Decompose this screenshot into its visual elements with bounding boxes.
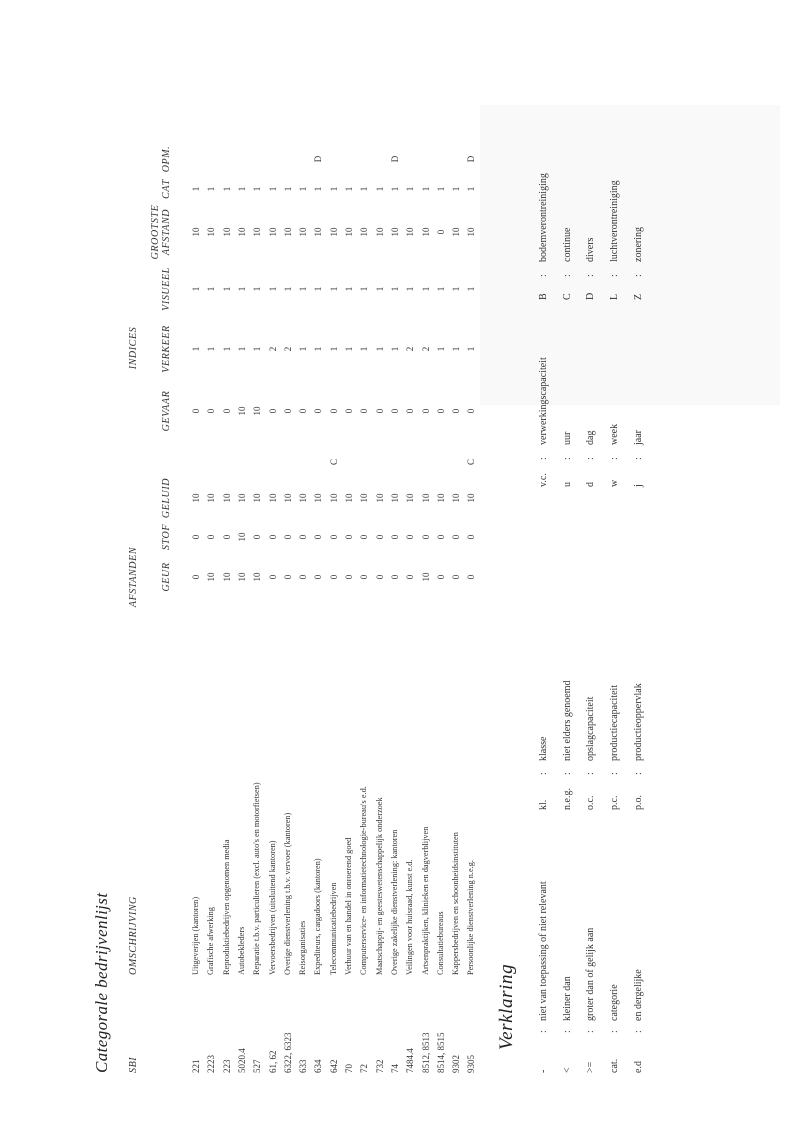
cell-cat: 1 bbox=[221, 186, 232, 192]
cell-sbi: 732 bbox=[374, 1059, 385, 1073]
legend-definition: niet elders genoemd bbox=[561, 680, 573, 761]
cell-cat: 1 bbox=[267, 186, 278, 192]
cell-stof: 0 bbox=[451, 534, 462, 540]
cell-geluid: 10 bbox=[359, 493, 370, 503]
cell-stof: 0 bbox=[206, 534, 217, 540]
cell-visueel: 1 bbox=[206, 286, 217, 292]
cell-geur: 0 bbox=[282, 574, 293, 580]
cell-cat: 1 bbox=[420, 186, 431, 192]
legend-abbr: - bbox=[538, 1069, 549, 1073]
header-geluid: GELUID bbox=[161, 477, 172, 519]
page-title: Categorale bedrijvenlijst bbox=[92, 892, 111, 1073]
cell-verkeer: 1 bbox=[236, 346, 247, 352]
cell-sbi: 527 bbox=[252, 1059, 263, 1073]
header-afstanden: AFSTANDEN bbox=[128, 546, 139, 608]
cell-gevaar: 0 bbox=[206, 408, 217, 414]
cell-desc: Maatschappij- en geesteswetenschappelijk onderzoek bbox=[374, 797, 384, 975]
legend-colon: : bbox=[609, 1030, 621, 1033]
legend-colon: : bbox=[561, 457, 573, 460]
cell-desc: Kappersbedrijven en schoonheidsinstituten bbox=[451, 832, 461, 975]
legend-abbr: p.o. bbox=[632, 795, 644, 810]
legend-definition: luchtverontreiniging bbox=[609, 180, 621, 262]
cell-afstand: 10 bbox=[313, 227, 324, 237]
cell-afstand: 10 bbox=[298, 227, 309, 237]
cell-geur: 0 bbox=[435, 574, 446, 580]
cell-desc: Reisorganisaties bbox=[298, 920, 308, 975]
cell-gevaar: 0 bbox=[374, 408, 385, 414]
legend-definition: groter dan of gelijk aan bbox=[585, 927, 597, 1021]
legend-definition: productieoppervlak bbox=[632, 683, 644, 761]
legend-colon: : bbox=[609, 772, 621, 775]
cell-gevaar: 0 bbox=[420, 408, 431, 414]
cell-visueel: 1 bbox=[298, 286, 309, 292]
legend-colon: : bbox=[538, 772, 549, 775]
cell-gevaar: 0 bbox=[191, 408, 201, 414]
cell-stof: 0 bbox=[466, 534, 477, 540]
cell-geluid: 10 bbox=[435, 493, 446, 503]
cell-visueel: 1 bbox=[252, 286, 263, 292]
cell-geluid: 10 bbox=[420, 493, 431, 503]
cell-sbi: 634 bbox=[313, 1059, 324, 1073]
legend-abbr: u bbox=[561, 482, 573, 487]
cell-desc: Vervoersbedrijven (uitsluitend kantoren) bbox=[267, 840, 277, 975]
legend-abbr: j bbox=[632, 484, 644, 487]
cell-stof: 10 bbox=[236, 532, 247, 542]
cell-desc: Overige dienstverlening t.b.v. vervoer (kantoren) bbox=[282, 812, 292, 975]
cell-afstand: 10 bbox=[359, 227, 370, 237]
cell-afstand: 10 bbox=[206, 227, 217, 237]
legend-definition: en dergelijke bbox=[632, 969, 644, 1021]
cell-stof: 0 bbox=[191, 534, 201, 540]
cell-verkeer: 2 bbox=[282, 346, 293, 352]
cell-desc: Overige zakelijke dienstverlening: kantoren bbox=[389, 829, 399, 975]
legend-definition: categorie bbox=[609, 984, 621, 1021]
cell-geur: 0 bbox=[298, 574, 309, 580]
cell-cat: 1 bbox=[282, 186, 293, 192]
cell-desc: Veilingen voor huisraad, kunst e.d. bbox=[405, 859, 415, 975]
cell-desc: Computerservice- en informatietechnologie-bureau's e.d. bbox=[359, 786, 369, 975]
cell-sbi: 5020.4 bbox=[236, 1048, 247, 1073]
legend-definition: klasse bbox=[538, 736, 549, 761]
cell-verkeer: 1 bbox=[451, 346, 462, 352]
header-grootste-1: GROOTSTE bbox=[150, 204, 161, 260]
legend-colon: : bbox=[632, 772, 644, 775]
cell-sbi: 6322, 6323 bbox=[282, 1032, 293, 1073]
cell-stof: 0 bbox=[420, 534, 431, 540]
cell-cat: 1 bbox=[466, 186, 477, 192]
cell-verkeer: 2 bbox=[420, 346, 431, 352]
cell-verkeer: 1 bbox=[328, 346, 339, 352]
cell-gevaar: 0 bbox=[466, 408, 477, 414]
cell-verkeer: 1 bbox=[298, 346, 309, 352]
cell-geluid: 10 bbox=[267, 493, 278, 503]
cell-desc: Telecommunicatiebedrijven bbox=[328, 882, 338, 975]
cell-afstand: 10 bbox=[252, 227, 263, 237]
cell-afstand: 10 bbox=[389, 227, 400, 237]
legend-definition: week bbox=[609, 423, 621, 445]
cell-gevaar: 0 bbox=[359, 408, 370, 414]
legend-colon: : bbox=[585, 772, 597, 775]
cell-cat: 1 bbox=[252, 186, 263, 192]
cell-gevaar: 0 bbox=[298, 408, 309, 414]
legend-colon: : bbox=[585, 274, 597, 277]
legend-definition: continue bbox=[561, 227, 573, 262]
legend-definition: niet van toepassing of niet relevant bbox=[538, 881, 549, 1021]
cell-verkeer: 1 bbox=[206, 346, 217, 352]
legend-colon: : bbox=[538, 457, 549, 460]
cell-verkeer: 2 bbox=[267, 346, 278, 352]
cell-stof: 0 bbox=[405, 534, 416, 540]
cell-sbi: 642 bbox=[328, 1059, 339, 1073]
legend-title: Verklaring bbox=[496, 963, 517, 1050]
cell-geluid: 10 bbox=[206, 493, 217, 503]
cell-visueel: 1 bbox=[344, 286, 354, 292]
legend-abbr: v.c. bbox=[538, 473, 549, 487]
cell-desc: Grafische afwerking bbox=[206, 907, 216, 975]
cell-desc: Autobekleders bbox=[236, 926, 246, 975]
cell-visueel: 1 bbox=[236, 286, 247, 292]
cell-sbi: 8512, 8513 bbox=[420, 1032, 431, 1073]
cell-afstand: 10 bbox=[267, 227, 278, 237]
cell-geur: 0 bbox=[405, 574, 416, 580]
legend-abbr: kl. bbox=[538, 799, 549, 810]
cell-stof: 0 bbox=[359, 534, 370, 540]
header-cat: CAT bbox=[161, 179, 172, 199]
cell-geur: 10 bbox=[206, 572, 217, 582]
cell-stof: 0 bbox=[328, 534, 339, 540]
cell-geluid: 10 bbox=[466, 493, 477, 503]
cell-gevaar: 0 bbox=[328, 408, 339, 414]
cell-visueel: 1 bbox=[405, 286, 416, 292]
legend-colon: : bbox=[632, 274, 644, 277]
cell-stof: 0 bbox=[221, 534, 232, 540]
cell-stof: 0 bbox=[252, 534, 263, 540]
legend-colon: : bbox=[585, 1030, 597, 1033]
cell-desc: Artsenpraktijken, klinieken en dagverblijven bbox=[420, 826, 430, 975]
cell-visueel: 1 bbox=[221, 286, 232, 292]
cell-visueel: 1 bbox=[374, 286, 385, 292]
cell-geluid: 10 bbox=[344, 493, 354, 503]
cell-visueel: 1 bbox=[282, 286, 293, 292]
cell-verkeer: 1 bbox=[389, 346, 400, 352]
legend-definition: verwerkingscapaciteit bbox=[538, 357, 549, 445]
header-visueel: VISUEEL bbox=[161, 267, 172, 311]
cell-verkeer: 2 bbox=[405, 346, 416, 352]
legend-abbr: D bbox=[585, 292, 597, 300]
legend-abbr: Z bbox=[632, 293, 644, 300]
cell-cat: 1 bbox=[389, 186, 400, 192]
cell-verkeer: 1 bbox=[466, 346, 477, 352]
cell-verkeer: 1 bbox=[252, 346, 263, 352]
cell-geluid: 10 bbox=[313, 493, 324, 503]
cell-stof: 0 bbox=[282, 534, 293, 540]
legend-abbr: e.d bbox=[632, 1061, 644, 1073]
legend-definition: opslagcapaciteit bbox=[585, 696, 597, 761]
page-shading bbox=[480, 105, 780, 405]
cell-cat: 1 bbox=[298, 186, 309, 192]
cell-cat: 1 bbox=[435, 186, 446, 192]
cell-afstand: 10 bbox=[344, 227, 354, 237]
cell-visueel: 1 bbox=[191, 286, 201, 292]
cell-geur: 0 bbox=[344, 574, 354, 580]
cell-geluid: 10 bbox=[282, 493, 293, 503]
cell-geur: 0 bbox=[359, 574, 370, 580]
cell-gevaar: 0 bbox=[389, 408, 400, 414]
cell-sbi: 61, 62 bbox=[267, 1050, 278, 1073]
cell-sbi: 8514, 8515 bbox=[435, 1032, 446, 1073]
cell-geur: 10 bbox=[420, 572, 431, 582]
cell-visueel: 1 bbox=[267, 286, 278, 292]
cell-gevaar: 10 bbox=[236, 406, 247, 416]
cell-gevaar: 0 bbox=[313, 408, 324, 414]
cell-sbi: 70 bbox=[344, 1064, 354, 1073]
cell-geur: 0 bbox=[374, 574, 385, 580]
cell-geur: 10 bbox=[252, 572, 263, 582]
cell-gevaar: 0 bbox=[221, 408, 232, 414]
legend-abbr: w bbox=[609, 479, 621, 487]
cell-sbi: 74 bbox=[389, 1064, 400, 1073]
cell-geluid: 10 bbox=[252, 493, 263, 503]
cell-cat: 1 bbox=[191, 186, 201, 192]
cell-afstand: 10 bbox=[405, 227, 416, 237]
cell-stof: 0 bbox=[298, 534, 309, 540]
cell-verkeer: 1 bbox=[344, 346, 354, 352]
cell-sbi: 9302 bbox=[451, 1055, 462, 1073]
legend-definition: bodemverontreiniging bbox=[538, 173, 549, 262]
legend-abbr: L bbox=[609, 293, 621, 300]
legend-abbr: B bbox=[538, 293, 549, 300]
header-geur: GEUR bbox=[161, 562, 172, 592]
cell-visueel: 1 bbox=[328, 286, 339, 292]
cell-geur: 0 bbox=[328, 574, 339, 580]
cell-afstand: 10 bbox=[451, 227, 462, 237]
cell-visueel: 1 bbox=[313, 286, 324, 292]
cell-desc: Persoonlijke dienstverlening n.e.g. bbox=[466, 860, 476, 975]
cell-gevaar: 0 bbox=[451, 408, 462, 414]
cell-afstand: 10 bbox=[466, 227, 477, 237]
cell-cat: 1 bbox=[206, 186, 217, 192]
cell-sbi: 223 bbox=[221, 1059, 232, 1073]
legend-definition: dag bbox=[585, 430, 597, 445]
cell-cat: 1 bbox=[344, 186, 354, 192]
cell-gevaar: 10 bbox=[252, 406, 263, 416]
legend-colon: : bbox=[609, 274, 621, 277]
cell-gevaar: 0 bbox=[267, 408, 278, 414]
cell-sbi: 221 bbox=[191, 1059, 201, 1073]
cell-geluid-mark: C bbox=[466, 458, 477, 466]
legend-colon: : bbox=[538, 1030, 549, 1033]
cell-verkeer: 1 bbox=[313, 346, 324, 352]
cell-stof: 0 bbox=[267, 534, 278, 540]
cell-desc: Consultatiebureaus bbox=[435, 911, 445, 975]
cell-sbi: 7484.4 bbox=[405, 1048, 416, 1073]
cell-gevaar: 0 bbox=[344, 408, 354, 414]
cell-geluid: 10 bbox=[236, 493, 247, 503]
cell-visueel: 1 bbox=[420, 286, 431, 292]
cell-desc: Verhuur van en handel in onroerend goed bbox=[344, 837, 353, 975]
legend-abbr: o.c. bbox=[585, 795, 597, 810]
cell-desc: Reproduktiebedrijven opgenomen media bbox=[221, 839, 231, 975]
legend-colon: : bbox=[538, 274, 549, 277]
cell-desc: Expediteurs, cargadoors (kantoren) bbox=[313, 858, 323, 975]
legend-definition: productiecapaciteit bbox=[609, 684, 621, 761]
legend-definition: jaar bbox=[632, 430, 644, 445]
legend-abbr: >= bbox=[585, 1061, 597, 1073]
cell-cat: 1 bbox=[236, 186, 247, 192]
cell-geur: 0 bbox=[389, 574, 400, 580]
legend-definition: divers bbox=[585, 237, 597, 262]
header-indices: INDICES bbox=[128, 326, 139, 370]
cell-afstand: 10 bbox=[328, 227, 339, 237]
cell-geluid: 10 bbox=[191, 493, 201, 503]
legend-colon: : bbox=[632, 457, 644, 460]
cell-cat: 1 bbox=[313, 186, 324, 192]
legend-definition: kleiner dan bbox=[561, 976, 573, 1021]
header-omschrijving: OMSCHRIJVING bbox=[128, 896, 139, 975]
header-sbi: SBI bbox=[128, 1056, 139, 1073]
cell-opm: D bbox=[466, 155, 477, 163]
cell-cat: 1 bbox=[405, 186, 416, 192]
legend-definition: uur bbox=[561, 431, 573, 445]
cell-cat: 1 bbox=[328, 186, 339, 192]
cell-desc: Uitgeverijen (kantoren) bbox=[191, 896, 200, 975]
legend-abbr: d bbox=[585, 482, 597, 487]
legend-colon: : bbox=[632, 1030, 644, 1033]
cell-geluid: 10 bbox=[374, 493, 385, 503]
legend-definition: zonering bbox=[632, 227, 644, 262]
cell-gevaar: 0 bbox=[405, 408, 416, 414]
cell-opm: D bbox=[313, 155, 324, 163]
legend-abbr: n.e.g. bbox=[561, 788, 573, 810]
header-stof: STOF bbox=[161, 523, 172, 551]
cell-geur: 0 bbox=[466, 574, 477, 580]
legend-abbr: p.c. bbox=[609, 795, 621, 810]
cell-stof: 0 bbox=[374, 534, 385, 540]
cell-sbi: 633 bbox=[298, 1059, 309, 1073]
legend-colon: : bbox=[561, 772, 573, 775]
cell-sbi: 2223 bbox=[206, 1055, 217, 1073]
cell-verkeer: 1 bbox=[191, 346, 201, 352]
cell-stof: 0 bbox=[435, 534, 446, 540]
cell-cat: 1 bbox=[451, 186, 462, 192]
cell-afstand: 10 bbox=[374, 227, 385, 237]
legend-abbr: C bbox=[561, 293, 573, 300]
cell-cat: 1 bbox=[374, 186, 385, 192]
header-opm: OPM. bbox=[161, 145, 172, 173]
legend-colon: : bbox=[609, 457, 621, 460]
cell-verkeer: 1 bbox=[221, 346, 232, 352]
cell-visueel: 1 bbox=[451, 286, 462, 292]
cell-afstand: 10 bbox=[191, 227, 201, 237]
cell-geluid: 10 bbox=[405, 493, 416, 503]
cell-verkeer: 1 bbox=[374, 346, 385, 352]
cell-geluid: 10 bbox=[389, 493, 400, 503]
cell-verkeer: 1 bbox=[435, 346, 446, 352]
cell-geur: 0 bbox=[267, 574, 278, 580]
legend-abbr: < bbox=[561, 1067, 573, 1073]
cell-geluid: 10 bbox=[451, 493, 462, 503]
cell-afstand: 10 bbox=[282, 227, 293, 237]
cell-geur: 10 bbox=[221, 572, 232, 582]
cell-visueel: 1 bbox=[435, 286, 446, 292]
cell-visueel: 1 bbox=[466, 286, 477, 292]
cell-gevaar: 0 bbox=[435, 408, 446, 414]
cell-stof: 0 bbox=[344, 534, 354, 540]
legend-colon: : bbox=[561, 274, 573, 277]
cell-desc: Reparatie t.b.v. particulieren (excl. auto's en motorfietsen) bbox=[252, 782, 262, 975]
header-grootste-2: AFSTAND bbox=[161, 208, 172, 256]
cell-visueel: 1 bbox=[389, 286, 400, 292]
cell-geur: 0 bbox=[451, 574, 462, 580]
legend-colon: : bbox=[585, 457, 597, 460]
legend-colon: : bbox=[561, 1030, 573, 1033]
cell-geur: 0 bbox=[313, 574, 324, 580]
cell-sbi: 9305 bbox=[466, 1055, 477, 1073]
header-gevaar: GEVAAR bbox=[161, 390, 172, 432]
header-verkeer: VERKEER bbox=[161, 325, 172, 373]
cell-stof: 0 bbox=[313, 534, 324, 540]
cell-geluid: 10 bbox=[298, 493, 309, 503]
cell-geur: 0 bbox=[191, 574, 201, 580]
cell-afstand: 10 bbox=[420, 227, 431, 237]
cell-cat: 1 bbox=[359, 186, 370, 192]
cell-afstand: 0 bbox=[435, 229, 446, 235]
cell-geur: 10 bbox=[236, 572, 247, 582]
cell-stof: 0 bbox=[389, 534, 400, 540]
cell-verkeer: 1 bbox=[359, 346, 370, 352]
cell-afstand: 10 bbox=[236, 227, 247, 237]
legend-abbr: cat. bbox=[609, 1058, 621, 1073]
cell-afstand: 10 bbox=[221, 227, 232, 237]
cell-visueel: 1 bbox=[359, 286, 370, 292]
cell-sbi: 72 bbox=[359, 1064, 370, 1073]
cell-geluid: 10 bbox=[221, 493, 232, 503]
cell-opm: D bbox=[389, 155, 400, 163]
cell-geluid-mark: C bbox=[328, 458, 339, 466]
cell-gevaar: 0 bbox=[282, 408, 293, 414]
cell-geluid: 10 bbox=[328, 493, 339, 503]
